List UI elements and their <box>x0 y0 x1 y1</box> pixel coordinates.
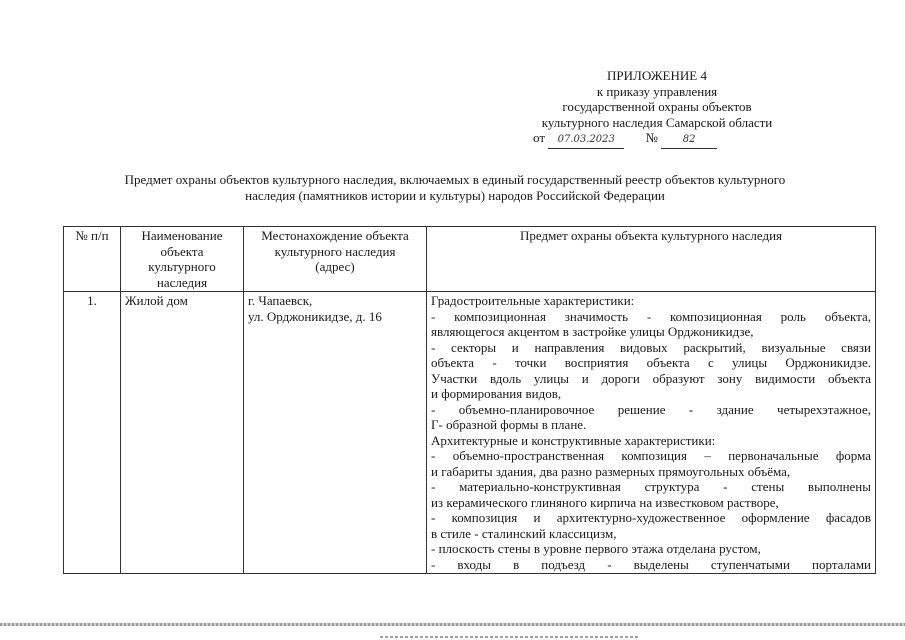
object-address <box>244 292 427 574</box>
number-prefix: № <box>645 130 658 145</box>
scan-edge-divider <box>0 623 905 626</box>
header-location-line: Местонахождение объекта <box>261 228 409 243</box>
appendix-header <box>507 68 807 149</box>
subject-line: объекта - точки восприятия объекта с улицы Орджоникидзе. <box>431 355 871 370</box>
header-name-line: наследия <box>156 274 208 290</box>
appendix-line-2: государственной охраны объектов <box>562 99 752 114</box>
date-prefix: от <box>533 130 546 145</box>
table-row <box>64 292 876 574</box>
document-title <box>60 172 850 204</box>
subject-line: Участки вдоль улицы и дороги образуют зону видимости объекта <box>431 370 871 386</box>
subject-line: в стиле - сталинский классицизм, <box>431 525 617 541</box>
subject-line: - объемно-пространственная композиция – первоначальные форма <box>431 448 871 463</box>
table-header-row <box>64 227 876 292</box>
heritage-table <box>63 226 876 574</box>
order-date-handwritten: 07.03.2023 <box>548 132 624 149</box>
subject-line: Архитектурные и конструктивные характеристики: <box>431 432 716 448</box>
document-title-line-2: наследия (памятников истории и культуры) народов Российской Федерации <box>245 188 665 203</box>
subject-line: - плоскость стены в уровне первого этажа отделана рустом, <box>431 541 761 556</box>
subject-line: являющегося акцентом в застройке улицы Орджоникидзе, <box>431 324 754 339</box>
address-line: г. Чапаевск, <box>248 293 313 308</box>
subject-line: из керамического глиняного кирпича на известковом растворе, <box>431 494 779 510</box>
subject-line: - композиция и архитектурно-художественное оформление фасадов <box>431 510 871 525</box>
header-name <box>121 227 244 292</box>
header-number: № п/п <box>64 227 121 292</box>
header-location <box>244 227 427 292</box>
document-title-line-1: Предмет охраны объектов культурного наследия, включаемых в единый государственный реестр объектов культурного <box>124 172 786 187</box>
protection-subject <box>427 292 876 574</box>
order-date-line <box>507 130 807 149</box>
subject-line: Г- образной формы в плане. <box>431 417 587 432</box>
row-number: 1. <box>64 292 121 574</box>
order-number-handwritten: 82 <box>661 132 717 149</box>
appendix-title: ПРИЛОЖЕНИЕ 4 <box>607 68 707 83</box>
subject-line: и формирования видов, <box>431 386 562 401</box>
header-location-line: (адрес) <box>315 259 355 274</box>
header-name-line: Наименование <box>141 228 223 243</box>
subject-line: - входы в подъезд - выделены ступенчатыми порталами <box>431 556 871 572</box>
scan-edge-artifact <box>380 636 640 638</box>
object-name: Жилой дом <box>121 292 244 574</box>
subject-line: - композиционная значимость - композиционная роль объекта, <box>431 308 871 324</box>
subject-line: - секторы и направления видовых раскрытий, визуальные связи <box>431 339 871 355</box>
subject-line: - объемно-планировочное решение - здание четырехэтажное, <box>431 401 871 417</box>
subject-line: - материально-конструктивная структура - стены выполнены <box>431 479 871 494</box>
header-name-line: объекта <box>160 243 204 259</box>
header-subject: Предмет охраны объекта культурного наследия <box>427 227 876 292</box>
header-location-line: культурного наследия <box>274 243 396 259</box>
subject-line: и габариты здания, два разно размерных прямоугольных объёма, <box>431 463 791 479</box>
subject-line: Градостроительные характеристики: <box>431 293 635 308</box>
appendix-line-3: культурного наследия Самарской области <box>541 114 773 130</box>
appendix-line-1: к приказу управления <box>596 83 718 99</box>
address-line: ул. Орджоникидзе, д. 16 <box>248 308 382 324</box>
header-name-line: культурного <box>148 259 216 274</box>
